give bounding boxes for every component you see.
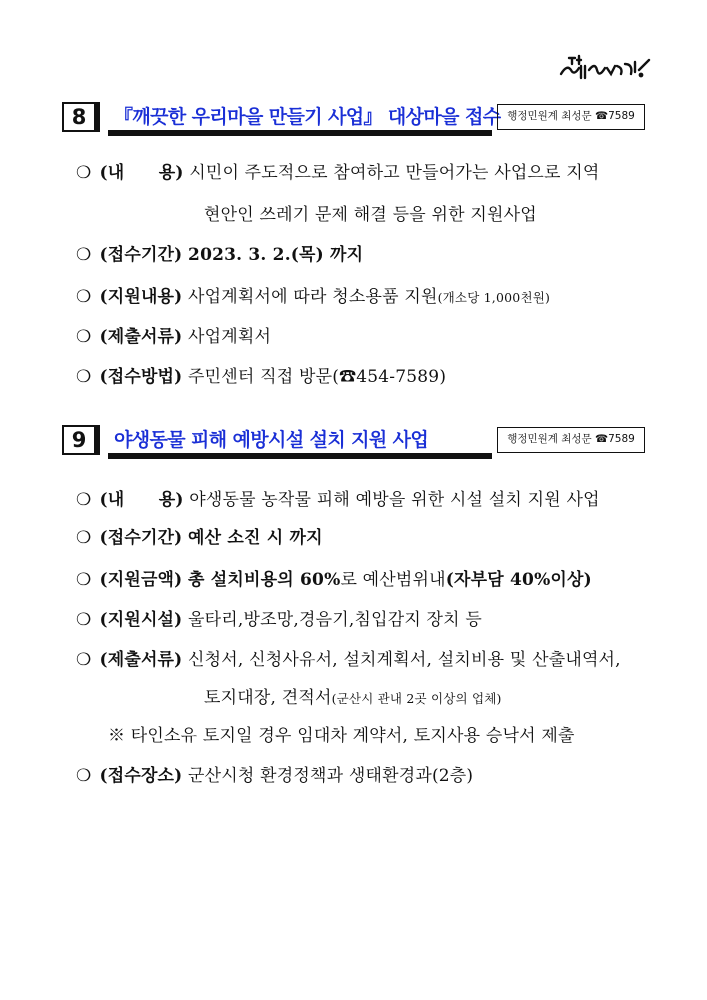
list-item <box>76 485 600 510</box>
item-text-bold: 총 설치비용의 60% <box>188 570 341 590</box>
list-item <box>76 645 621 670</box>
section-number: 9 <box>62 425 96 455</box>
item-text: 사업계획서 <box>188 327 272 347</box>
bullet-icon: ❍ <box>76 490 92 510</box>
item-label: (접수기간) <box>99 245 183 265</box>
item-label: (제출서류) <box>99 327 183 347</box>
item-label: (제출서류) <box>99 650 183 670</box>
list-item <box>76 605 482 630</box>
list-item-continuation <box>204 683 502 708</box>
item-text: 예산 소진 시 까지 <box>188 528 323 548</box>
section-header <box>62 425 645 457</box>
list-item <box>76 240 363 265</box>
list-item <box>76 158 600 183</box>
list-item <box>76 282 550 307</box>
bullet-icon: ❍ <box>76 163 92 183</box>
item-text: 야생동물 농작물 피해 예방을 위한 시설 설치 지원 사업 <box>189 490 600 510</box>
note-line <box>108 721 575 746</box>
item-label: (접수기간) <box>99 528 183 548</box>
bullet-icon: ❍ <box>76 570 92 590</box>
list-item <box>76 523 323 548</box>
item-text: 시민이 주도적으로 참여하고 만들어가는 사업으로 지역 <box>189 163 600 183</box>
item-label: (내 용) <box>99 163 184 183</box>
item-text: 현안인 쓰레기 문제 해결 등을 위한 지원사업 <box>204 205 537 225</box>
section-header <box>62 102 645 134</box>
item-text-bold: (자부담 40%이상) <box>445 570 592 590</box>
item-text: 토지대장, 견적서 <box>204 688 332 708</box>
bullet-icon: ❍ <box>76 650 92 670</box>
item-note: (개소당 1,000천원) <box>437 290 551 305</box>
item-text: 로 예산범위내 <box>340 570 446 590</box>
list-item <box>76 362 446 387</box>
bullet-icon: ❍ <box>76 287 92 307</box>
department-contact: 행정민원계 최성문 ☎7589 <box>497 427 645 453</box>
item-label: (지원시설) <box>99 610 183 630</box>
section-number: 8 <box>62 102 96 132</box>
item-text: 울타리,방조망,경음기,침입감지 장치 등 <box>188 610 483 630</box>
title-underline <box>108 453 492 459</box>
bullet-icon: ❍ <box>76 327 92 347</box>
item-text: 2023. 3. 2.(목) 까지 <box>188 245 364 265</box>
section-9 <box>62 425 645 786</box>
item-text: 군산시청 환경정책과 생태환경과(2층) <box>188 766 474 786</box>
item-text: 신청서, 신청사유서, 설치계획서, 설치비용 및 산출내역서, <box>188 650 621 670</box>
bullet-icon: ❍ <box>76 528 92 548</box>
item-note: (군산시 관내 2곳 이상의 업체) <box>331 691 502 706</box>
item-label: (지원금액) <box>99 570 183 590</box>
section-title: 『깨끗한 우리마을 만들기 사업』 대상마을 접수 <box>114 106 501 128</box>
item-label: (지원내용) <box>99 287 183 307</box>
bullet-icon: ❍ <box>76 367 92 387</box>
item-text: 주민센터 직접 방문(☎454-7589) <box>188 367 447 387</box>
list-item <box>76 565 592 590</box>
title-underline <box>108 130 492 136</box>
bullet-icon: ❍ <box>76 610 92 630</box>
item-label: (접수장소) <box>99 766 183 786</box>
section-title: 야생동물 피해 예방시설 설치 지원 사업 <box>114 429 429 451</box>
item-label: (내 용) <box>99 490 184 510</box>
bullet-icon: ❍ <box>76 766 92 786</box>
list-item <box>76 322 271 347</box>
list-item <box>76 761 473 786</box>
department-contact: 행정민원계 최성문 ☎7589 <box>497 104 645 130</box>
section-8 <box>62 102 645 387</box>
item-text: 사업계획서에 따라 청소용품 지원 <box>188 287 438 307</box>
note-text: ※ 타인소유 토지일 경우 임대차 계약서, 토지사용 승낙서 제출 <box>108 726 575 746</box>
item-label: (접수방법) <box>99 367 183 387</box>
city-slogan-logo <box>555 48 655 84</box>
list-item-continuation <box>204 200 537 225</box>
bullet-icon: ❍ <box>76 245 92 265</box>
